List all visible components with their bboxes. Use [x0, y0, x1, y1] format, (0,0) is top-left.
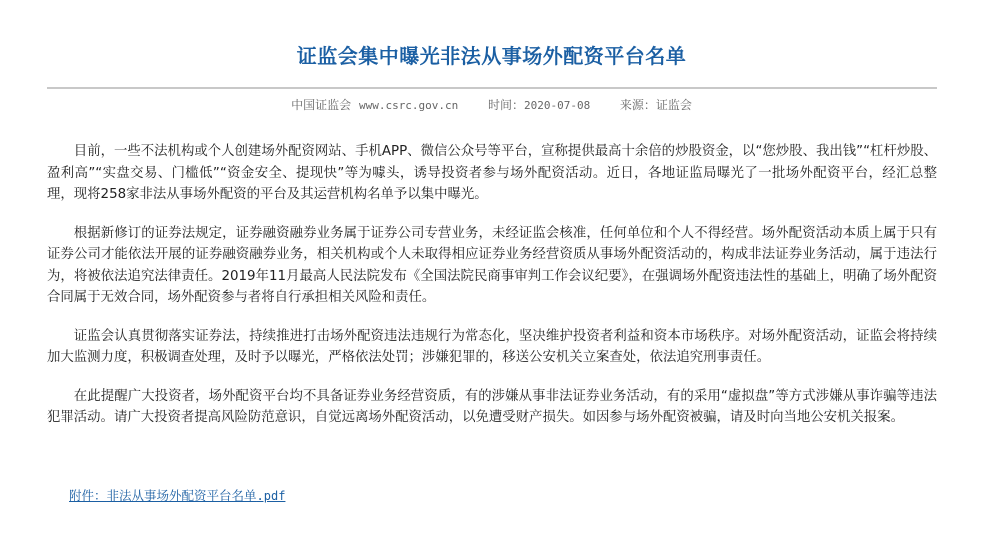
- meta-source-value: 证监会: [655, 98, 692, 112]
- meta-date-label: 时间：: [487, 98, 524, 112]
- attachment-prefix: 附件：: [69, 488, 107, 503]
- article-title: 证监会集中曝光非法从事场外配资平台名单: [296, 44, 687, 68]
- body-paragraph-3: 证监会认真贯彻落实证券法，持续推进打击场外配资违法违规行为常态化，坚决维护投资者利益和资本市场秩序。对场外配资活动，证监会将持续加大监测力度，积极调查处理，及时予以曝光，严格依法处罚；涉嫌犯罪的，移送公安机关立案查处，依法追究刑事责任。: [47, 328, 937, 365]
- body-paragraph-1: 目前，一些不法机构或个人创建场外配资网站、手机APP、微信公众号等平台，宣称提供最高十余倍的炒股资金，以“您炒股、我出钱”“杠杆炒股、盈利高”“实盘交易、门槛低”“资金安全、提现快”等为噱头，诱导投资者参与场外配资活动。近日，各地证监局曝光了一批场外配资平台，经汇总整理，现将258家非法从事场外配资的平台及其运营机构名单予以集中曝光。: [47, 144, 937, 202]
- meta-source-label: 来源：: [619, 98, 656, 112]
- attachment-extension: .pdf: [256, 489, 286, 503]
- body-paragraph-4: 在此提醒广大投资者，场外配资平台均不具备证券业务经营资质，有的涉嫌从事非法证券业务活动，有的采用“虚拟盘”等方式涉嫌从事诈骗等违法犯罪活动。请广大投资者提高风险防范意识，自觉远离场外配资活动，以免遭受财产损失。如因参与场外配资被骗，请及时向当地公安机关报案。: [47, 388, 937, 425]
- attachment-link[interactable]: [69, 487, 285, 505]
- meta-source-site: 中国证监会: [291, 98, 352, 112]
- attachment-filename: 非法从事场外配资平台名单: [106, 488, 257, 503]
- meta-date-value: 2020-07-08: [523, 99, 591, 112]
- article-body: [47, 141, 937, 446]
- title-divider: [47, 87, 937, 89]
- body-paragraph-2: 根据新修订的证券法规定，证券融资融券业务属于证券公司专营业务，未经证监会核准，任何单位和个人不得经营。场外配资活动本质上属于只有证券公司才能依法开展的证券融资融券业务，相关机构或个人未取得相应证券业务经营资质从事场外配资活动的，构成非法证券业务活动，属于违法行为，将被依法追究法律责任。2019年11月最高人民法院发布《全国法院民商事审判工作会议纪要》，在强调场外配资违法性的基础上，明确了场外配资合同属于无效合同，场外配资参与者将自行承担相关风险和责任。: [47, 225, 937, 305]
- article-meta: [0, 96, 983, 115]
- meta-site-url: www.csrc.gov.cn: [358, 99, 459, 112]
